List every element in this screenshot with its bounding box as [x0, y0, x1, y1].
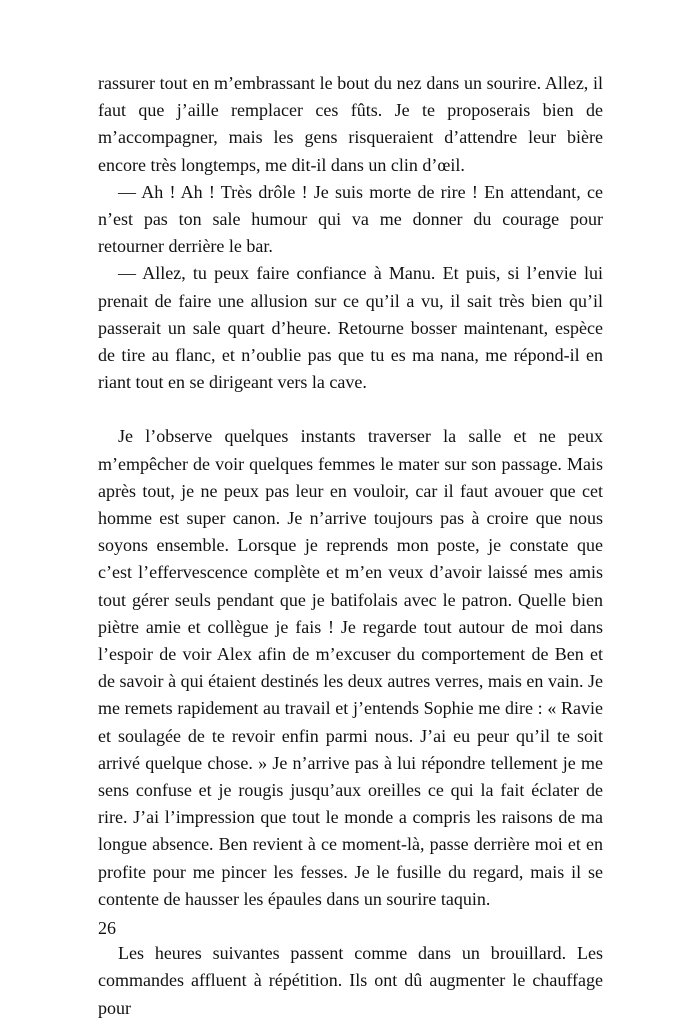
body-text	[98, 70, 603, 1022]
paragraph-continuation: rassurer tout en m’embrassant le bout du nez dans un sourire. Allez, il faut que j’aille remplacer ces fûts. Je te proposerais bien de m’accompagner, mais les gens risqueraient d’attendre leur bière encore très longtemps, me dit-il dans un clin d’œil.	[98, 73, 603, 175]
page-number: 26	[98, 918, 116, 938]
dialogue-line-1: — Ah ! Ah ! Très drôle ! Je suis morte de rire ! En attendant, ce n’est pas ton sale humour qui va me donner du courage pour retourner derrière le bar.	[98, 181, 603, 257]
dialogue-line-2: — Allez, tu peux faire confiance à Manu. Et puis, si l’envie lui prenait de faire une allusion sur ce qu’il a vu, il sait très bien qu’il passerait un sale quart d’heure. Retourne bosser maintenant, espèce de tire au flanc, et n’oublie pas que tu es ma nana, me répond-il en riant tout en se dirigeant vers la cave.	[98, 263, 603, 393]
paragraph-observation: Je l’observe quelques instants traverser la salle et ne peux m’empêcher de voir quelques femmes le mater sur son passage. Mais après tout, je ne peux pas leur en vouloir, car il faut avouer que cet homme est super canon. Je n’arrive toujours pas à croire que nous soyons ensemble. Lorsque je reprends mon poste, je constate que c’est l’effervescence complète et m’en veux d’avoir laissé mes amis tout gérer seuls pendant que je batifolais avec le patron. Quelle bien piètre amie et collègue je fais ! Je regarde tout autour de moi dans l’espoir de voir Alex afin de m’excuser du comportement de Ben et de savoir à qui étaient destinés les deux autres verres, mais en vain. Je me remets rapidement au travail et j’entends Sophie me dire : « Ravie et soulagée de te revoir enfin parmi nous. J’ai eu peur qu’il te soit arrivé quelque chose. » Je n’arrive pas à lui répondre tellement je me sens confuse et je rougis jusqu’aux oreilles ce qui la fait éclater de rire. J’ai l’impression que tout le monde a compris les raisons de ma longue absence. Ben revient à ce moment-là, passe derrière moi et en profite pour me pincer les fesses. Je le fusille du regard, mais il se contente de hausser les épaules dans un sourire taquin.	[98, 426, 603, 909]
paragraph-following-hours: Les heures suivantes passent comme dans un brouillard. Les commandes affluent à répétition. Ils ont dû augmenter le chauffage pour	[98, 943, 603, 1018]
